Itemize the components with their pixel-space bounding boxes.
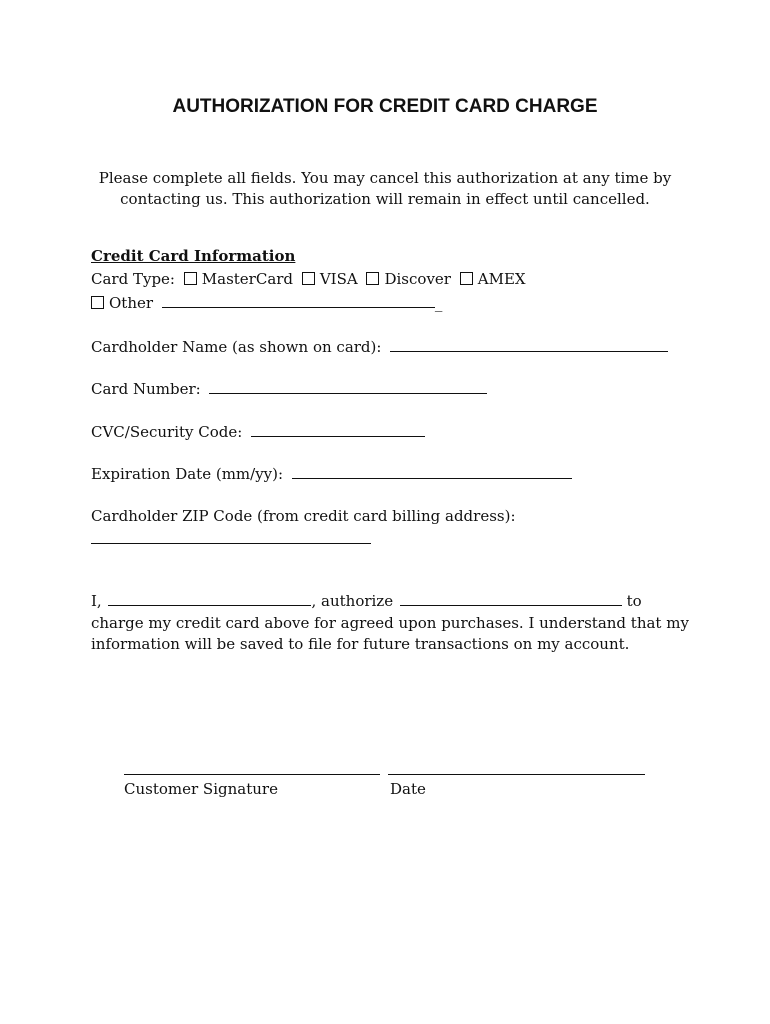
checkbox-amex[interactable]: AMEX <box>456 270 526 288</box>
other-card-type-field[interactable] <box>162 293 435 308</box>
credit-card-section-heading <box>91 246 295 266</box>
authorization-middle: , authorize <box>311 592 394 610</box>
card-number-row <box>91 379 487 399</box>
expiration-field[interactable] <box>292 464 572 479</box>
section-heading-text: Credit Card Information <box>91 247 296 265</box>
zip-field[interactable] <box>91 543 371 544</box>
customer-name-field[interactable] <box>108 591 311 606</box>
authorization-suffix: to <box>626 592 642 610</box>
card-type-row <box>91 269 526 289</box>
card-type-label: Card Type: <box>91 270 175 288</box>
cvc-label: CVC/Security Code: <box>91 423 243 441</box>
card-type-other-row <box>91 293 442 313</box>
merchant-name-field[interactable] <box>400 591 622 606</box>
card-number-field[interactable] <box>209 379 487 394</box>
zip-row <box>91 506 516 526</box>
checkbox-mastercard[interactable]: MasterCard <box>180 270 293 288</box>
intro-text: Please complete all fields. You may cancel this authorization at any time by contacting us. This authorization will remain in effect until cancelled. <box>98 169 672 208</box>
date-label: Date <box>390 780 426 798</box>
authorization-text: charge my credit card above for agreed upon purchases. I understand that my information will be saved to file for future transactions on my account. <box>91 613 689 653</box>
other-label: Other <box>109 294 154 312</box>
checkbox-visa[interactable]: VISA <box>298 270 358 288</box>
checkbox-other[interactable] <box>91 294 153 312</box>
card-number-label: Card Number: <box>91 380 201 398</box>
checkbox-discover[interactable]: Discover <box>362 270 450 288</box>
cvc-field[interactable] <box>251 422 425 437</box>
cardholder-name-label: Cardholder Name (as shown on card): <box>91 338 382 356</box>
expiration-row <box>91 464 572 484</box>
other-trailing-mark: _ <box>434 294 443 312</box>
expiration-label: Expiration Date (mm/yy): <box>91 465 284 483</box>
cardholder-name-row <box>91 337 668 357</box>
authorization-paragraph <box>91 591 691 656</box>
zip-label: Cardholder ZIP Code (from credit card billing address): <box>91 507 516 525</box>
customer-signature-label: Customer Signature <box>124 780 278 798</box>
authorization-prefix: I, <box>91 592 102 610</box>
customer-signature-line[interactable] <box>124 774 380 775</box>
cardholder-name-field[interactable] <box>390 337 668 352</box>
date-line[interactable] <box>388 774 645 775</box>
cvc-row <box>91 422 425 442</box>
document-title: AUTHORIZATION FOR CREDIT CARD CHARGE <box>172 96 598 117</box>
